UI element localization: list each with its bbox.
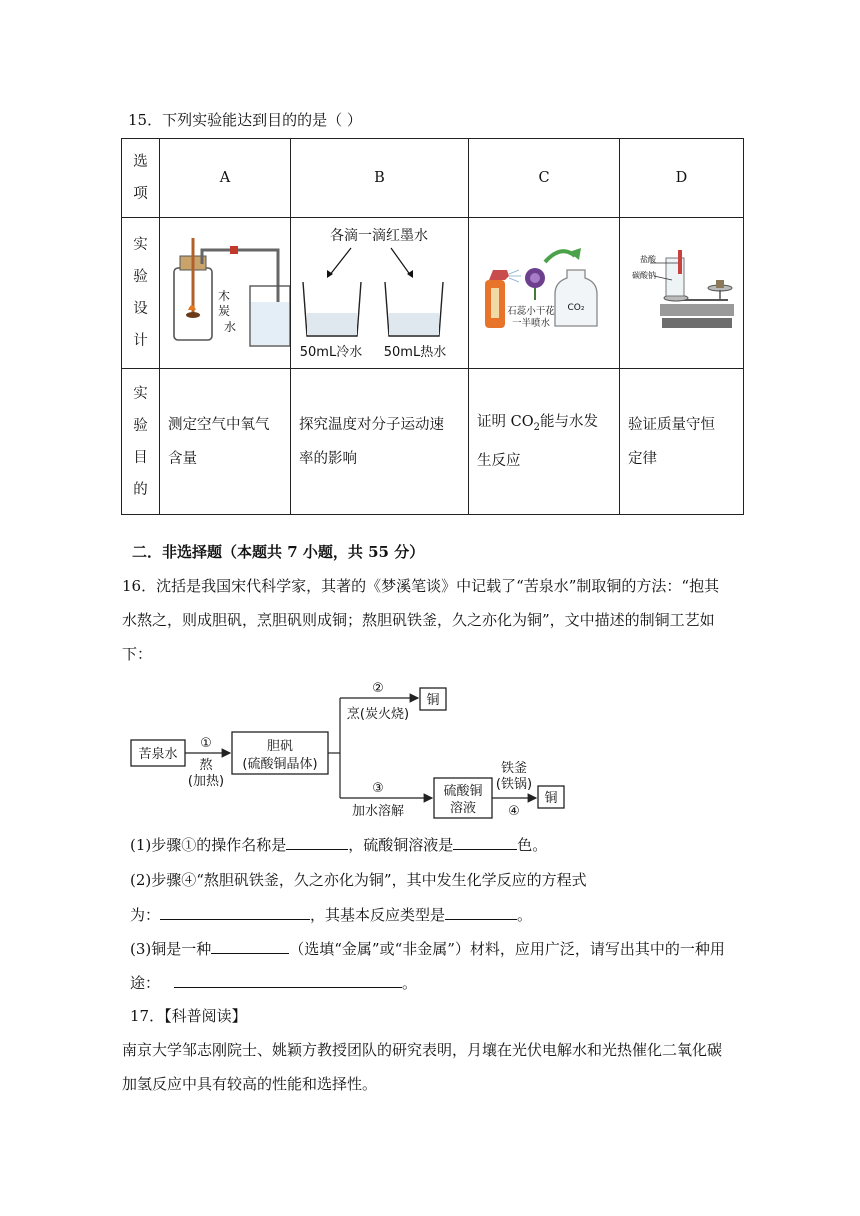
q16-part1: (1)步骤①的操作名称是 ，硫酸铜溶液是 色。 (130, 836, 548, 854)
q15-table (121, 138, 744, 515)
beaker-water (251, 302, 289, 345)
label-carbonate: 碳酸钠 (632, 271, 656, 280)
label-cold-water: 50mL冷水 (299, 345, 363, 360)
option-d: D (620, 139, 744, 218)
step4-note: (铁锅) (495, 777, 533, 792)
charcoal-spoon (186, 312, 200, 318)
step4-number: ④ (508, 804, 520, 819)
label-hot-water: 50mL热水 (383, 345, 447, 360)
box-copper-2-label: 铜 (544, 791, 558, 806)
q17-body-line-2: 加氢反应中具有较高的性能和选择性。 (122, 1075, 378, 1093)
purpose-row (122, 369, 744, 515)
step1-note: (加热) (187, 774, 225, 789)
answer-blank-5[interactable] (211, 938, 289, 954)
purpose-b: 探究温度对分子运动速 率的影响 (291, 369, 469, 515)
q16-intro-line-3: 下： (122, 645, 153, 663)
option-a: A (160, 139, 291, 218)
step3-label: 加水溶解 (351, 804, 405, 819)
label-co2: CO₂ (567, 303, 585, 313)
answer-blank-1[interactable] (286, 834, 348, 850)
option-c: C (469, 139, 620, 218)
answer-blank-4[interactable] (445, 904, 517, 920)
figure-a-cell (160, 218, 291, 369)
cold-water (307, 313, 357, 335)
q15-stem: 15．下列实验能达到目的的是（ ） (128, 111, 362, 129)
label-red-ink: 各滴一滴红墨水 (330, 228, 428, 244)
weights (716, 280, 724, 288)
arrow-right (391, 248, 411, 276)
purpose-d: 验证质量守恒 定律 (620, 369, 744, 515)
figure-c-cell (469, 218, 620, 369)
figure-b-beakers (291, 218, 468, 364)
q16-intro-line-1: 16．沈括是我国宋代科学家，其著的《梦溪笔谈》中记载了“苦泉水”制取铜的方法：“抱其 (122, 577, 720, 595)
step2-label: 烹(炭火烧) (346, 707, 410, 722)
figure-b-cell (291, 218, 469, 369)
step1-label: 熬 (199, 758, 213, 773)
step1-number: ① (200, 736, 212, 751)
q16-part2-line2: 为： ，其基本反应类型是 。 (130, 906, 533, 924)
q16-part3-line2: 途： 。 (130, 974, 418, 992)
answer-blank-6[interactable] (174, 972, 402, 988)
box-source-label: 苦泉水 (138, 747, 178, 762)
row-label-design: 实 验 设 计 (122, 218, 160, 369)
clamp-icon (230, 246, 238, 254)
hot-water (389, 313, 439, 335)
arrow-left (329, 248, 351, 276)
answer-blank-2[interactable] (453, 834, 517, 850)
step3-number: ③ (372, 781, 384, 796)
label-half-spray: 一半喷水 (511, 318, 551, 329)
box-solution-label: 硫酸铜 (443, 784, 483, 799)
option-row (122, 139, 744, 218)
q16-intro-line-2: 水熬之，则成胆矾，烹胆矾则成铜；熬胆矾铁釜，久之亦化为铜”，文中描述的制铜工艺如 (122, 611, 715, 629)
label-acid: 盐酸 (640, 255, 656, 264)
option-b: B (291, 139, 469, 218)
figure-d-balance (620, 218, 743, 364)
label-flower: 石蕊小干花 (507, 306, 555, 317)
figure-a-phosphorus-apparatus (160, 218, 290, 364)
row-label-purpose: 实 验 目 的 (122, 369, 160, 515)
purpose-a: 测定空气中氧气 含量 (160, 369, 291, 515)
test-tube (678, 250, 682, 274)
q16-part3-line1: (3)铜是一种 （选填“金属”或“非金属”）材料，应用广泛，请写出其中的一种用 (130, 940, 725, 958)
section-heading: 二．非选择题（本题共 7 小题，共 55 分） (132, 543, 425, 561)
spray-head (489, 270, 509, 280)
step2-number: ② (372, 681, 384, 696)
box-crystal-note: (硫酸铜晶体) (242, 757, 318, 772)
spray-label (491, 288, 499, 318)
spray-mist (509, 270, 521, 282)
q16-part2-line1: (2)步骤④“熬胆矾铁釜，久之亦化为铜”，其中发生化学反应的方程式 (130, 871, 587, 889)
design-row (122, 218, 744, 369)
answer-blank-3[interactable] (160, 904, 310, 920)
purpose-c: 证明 $CO_2$能与水发 生反应 (469, 369, 620, 515)
q17-title: 17．【科普阅读】 (130, 1007, 247, 1025)
co2-bottle (555, 270, 597, 326)
step4-label: 铁釜 (500, 761, 528, 776)
flame-icon (188, 305, 196, 310)
figure-c-litmus-flower (469, 218, 619, 364)
row-label-option: 选 项 (122, 139, 160, 218)
balance-base (662, 318, 732, 328)
box-copper-1-label: 铜 (426, 693, 440, 708)
q17-body-line-1: 南京大学邹志刚院士、姚颖方教授团队的研究表明，月壤在光伏电解水和光热催化二氧化碳 (122, 1041, 723, 1059)
copper-process-flowchart (126, 676, 596, 822)
label-charcoal-1: 木 (218, 289, 231, 303)
label-charcoal-2: 炭 (218, 304, 231, 318)
balance-body (660, 304, 734, 316)
figure-d-cell (620, 218, 744, 369)
box-crystal-label: 胆矾 (266, 739, 294, 754)
box-solution-note: 溶液 (449, 801, 477, 816)
label-water: 水 (224, 320, 237, 334)
